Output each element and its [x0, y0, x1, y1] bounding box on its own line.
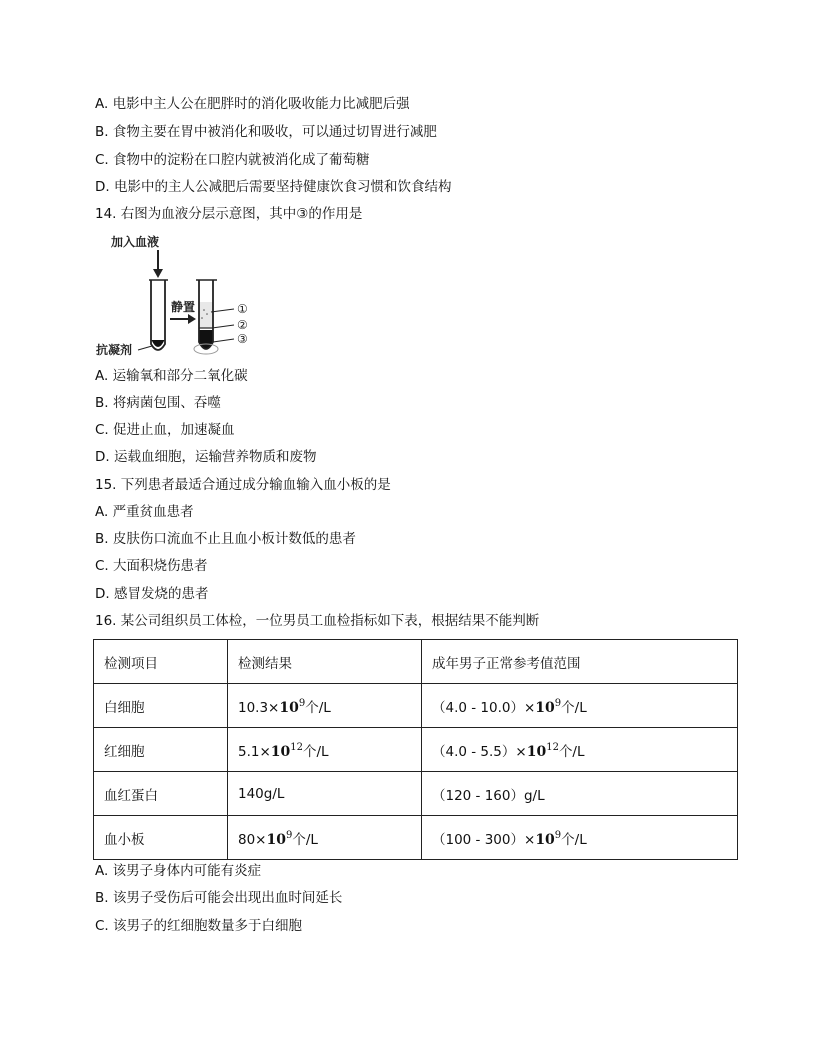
- table-cell-item: 血小板: [94, 816, 228, 860]
- q14-option-c: C. 促进止血，加速凝血: [95, 422, 235, 438]
- q16-option-a: A. 该男子身体内可能有炎症: [95, 863, 262, 879]
- table-header-cell: 检测项目: [94, 640, 228, 684]
- q15-option-a: A. 严重贫血患者: [95, 504, 194, 520]
- arrow-right-head: [188, 314, 196, 324]
- table-cell-range: （120 - 160）g/L: [422, 772, 738, 816]
- q14-stem: 14. 右图为血液分层示意图，其中③的作用是: [95, 206, 363, 222]
- test-tube-right: [194, 280, 218, 354]
- table-header-cell: 检测结果: [228, 640, 422, 684]
- table-cell-result: $5.1\times 10^{12}$个/L: [228, 728, 422, 772]
- table-row: [94, 772, 738, 816]
- figure-marker-3: ③: [237, 332, 248, 346]
- q15-option-d: D. 感冒发烧的患者: [95, 586, 209, 602]
- q16-stem: 16. 某公司组织员工体检，一位男员工血检指标如下表，根据结果不能判断: [95, 613, 540, 629]
- test-tube-left: [149, 280, 168, 350]
- table-cell-range: $(4.0 - 10.0)\times 10^9$个/L: [422, 684, 738, 728]
- blood-test-table: [93, 639, 738, 860]
- table-row: [94, 684, 738, 728]
- figure-label-rest: 静置: [171, 300, 196, 314]
- table-cell-range: $(4.0 - 5.5)\times 10^{12}$个/L: [422, 728, 738, 772]
- arrow-down-head: [153, 269, 163, 278]
- q14-option-d: D. 运载血细胞，运输营养物质和废物: [95, 449, 317, 465]
- q16-option-b: B. 该男子受伤后可能会出现出血时间延长: [95, 890, 343, 906]
- table-cell-item: 白细胞: [94, 684, 228, 728]
- table-row: [94, 728, 738, 772]
- q13-option-d: D. 电影中的主人公减肥后需要坚持健康饮食习惯和饮食结构: [95, 179, 452, 195]
- figure-marker-1: ①: [237, 302, 248, 316]
- q13-option-b: B. 食物主要在胃中被消化和吸收，可以通过切胃进行减肥: [95, 124, 437, 140]
- table-cell-result: $10.3\times 10^9$个/L: [228, 684, 422, 728]
- table-row: [94, 816, 738, 860]
- q16-option-c: C. 该男子的红细胞数量多于白细胞: [95, 918, 303, 934]
- figure-marker-2: ②: [237, 318, 248, 332]
- table-header-cell: 成年男子正常参考值范围: [422, 640, 738, 684]
- table-cell-result: 140g/L: [228, 772, 422, 816]
- q15-option-b: B. 皮肤伤口流血不止且血小板计数低的患者: [95, 531, 356, 547]
- blood-layer-figure: [92, 232, 272, 360]
- table-cell-range: $(100 - 300)\times 10^9$个/L: [422, 816, 738, 860]
- q15-option-c: C. 大面积烧伤患者: [95, 558, 208, 574]
- table-cell-result: $80\times 10^9$个/L: [228, 816, 422, 860]
- table-header-row: [94, 640, 738, 684]
- q14-option-a: A. 运输氧和部分二氧化碳: [95, 368, 248, 384]
- figure-label-add-blood: 加入血液: [111, 235, 160, 249]
- q15-stem: 15. 下列患者最适合通过成分输血输入血小板的是: [95, 477, 391, 493]
- q13-option-c: C. 食物中的淀粉在口腔内就被消化成了葡萄糖: [95, 152, 370, 168]
- figure-label-anticoagulant: 抗凝剂: [96, 343, 133, 357]
- table-cell-item: 红细胞: [94, 728, 228, 772]
- plasma-layer: [199, 302, 213, 328]
- q13-option-a: A. 电影中主人公在肥胖时的消化吸收能力比减肥后强: [95, 96, 410, 112]
- table-cell-item: 血红蛋白: [94, 772, 228, 816]
- q14-option-b: B. 将病菌包围、吞噬: [95, 395, 221, 411]
